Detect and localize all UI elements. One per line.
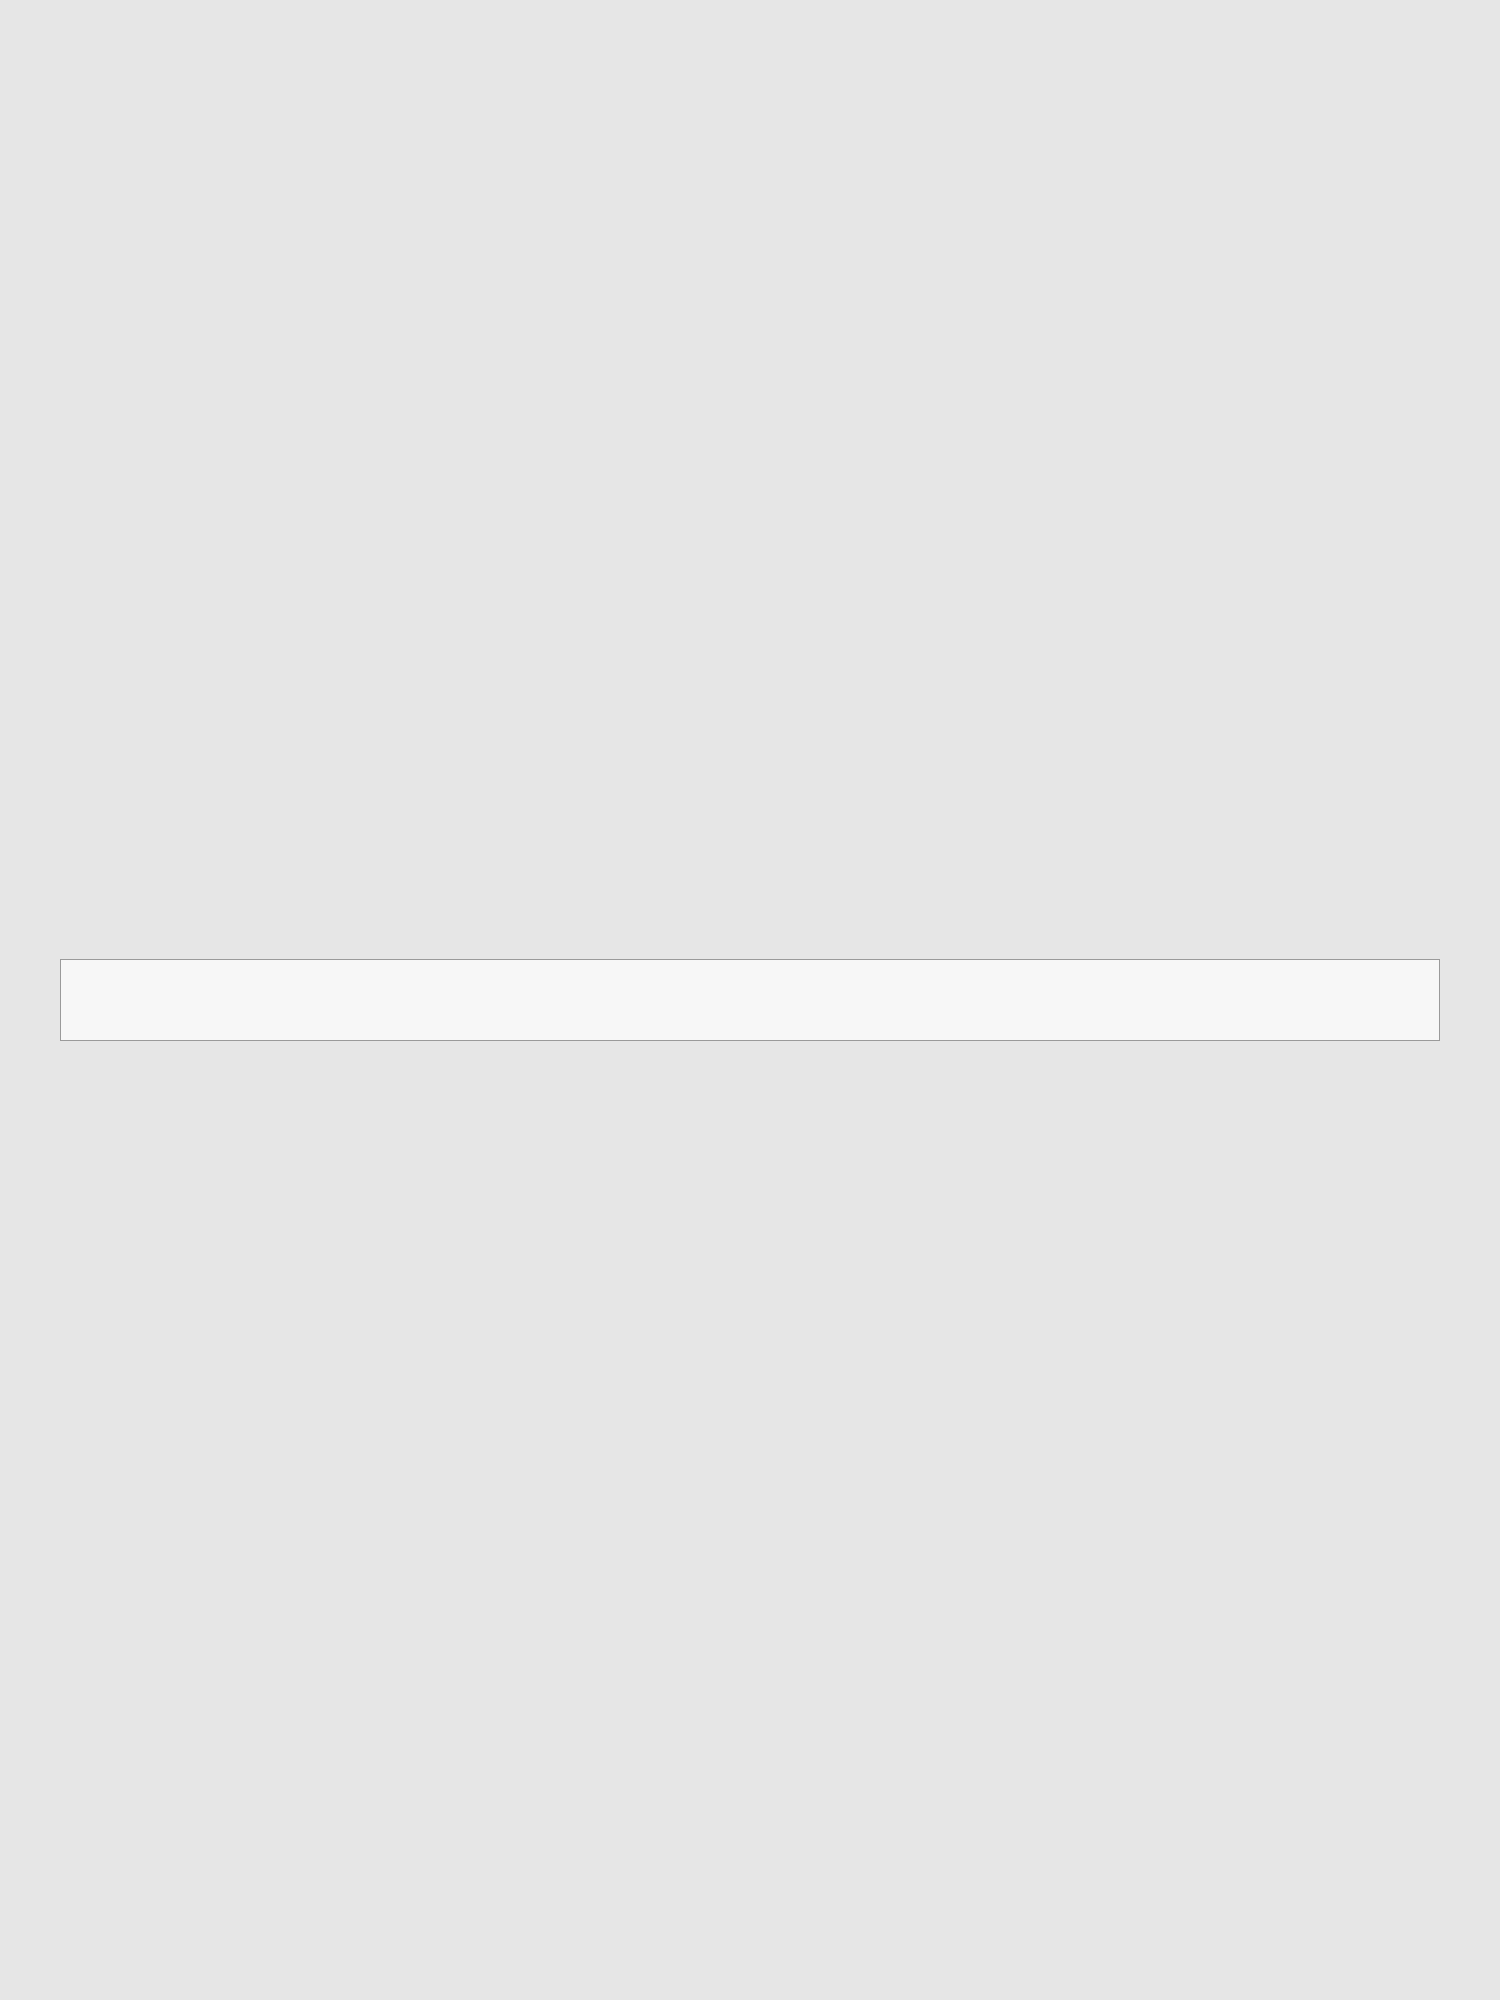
status-text — [60, 959, 1440, 1041]
